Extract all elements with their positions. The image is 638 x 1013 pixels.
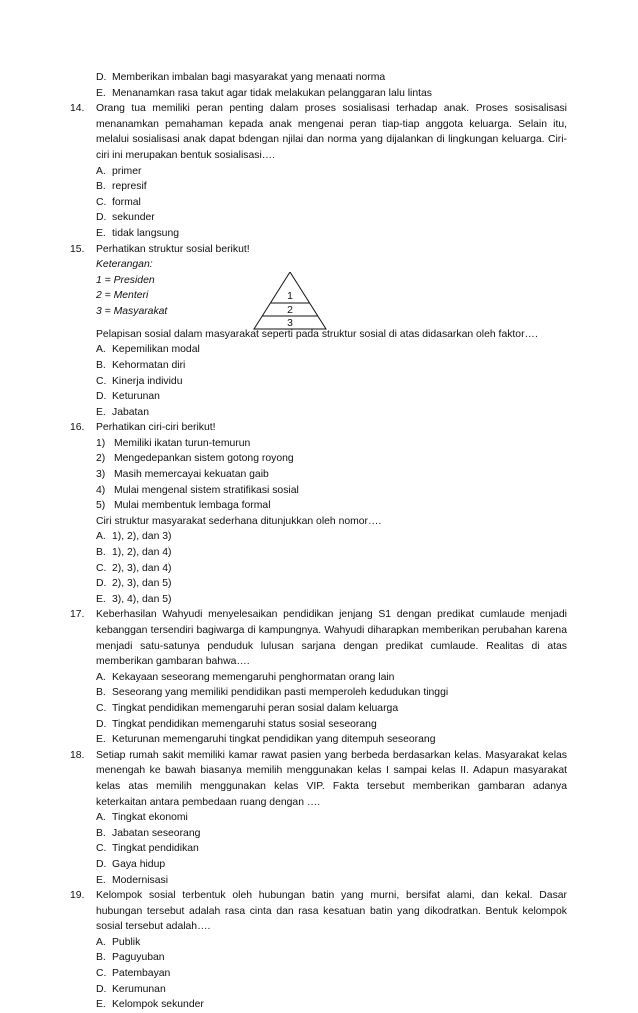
option-text: Kehormatan diri (112, 359, 186, 371)
option (96, 873, 567, 889)
option (96, 545, 567, 561)
option-letter: C. (96, 196, 107, 208)
structure-key: 2 = Menteri (96, 290, 149, 302)
option-letter: B. (96, 181, 106, 193)
pyramid-level-3: 3 (287, 317, 293, 329)
option (96, 405, 567, 421)
option-letter: A. (96, 812, 106, 824)
structure-key: 1 = Presiden (96, 274, 155, 286)
option-text: 2), 3), dan 4) (112, 562, 172, 574)
option-letter: D. (96, 212, 107, 224)
option-text: Keturunan memengaruhi tingkat pendidikan yang ditempuh seseorang (112, 734, 436, 746)
option (96, 592, 567, 608)
option-text: 2), 3), dan 5) (112, 578, 172, 590)
structure-key: 3 = Masyarakat (96, 305, 168, 317)
question-17 (70, 607, 567, 747)
option-letter: D. (96, 578, 107, 590)
option-letter: E. (96, 227, 106, 239)
option (96, 576, 567, 592)
list-item (96, 483, 567, 499)
question-number: 14. (70, 103, 85, 115)
option (96, 529, 567, 545)
list-item (96, 451, 567, 467)
option (96, 685, 567, 701)
option (96, 966, 567, 982)
option-letter: C. (96, 843, 107, 855)
option-text: tidak langsung (112, 227, 180, 239)
item-text: Masih memercayai kekuatan gaib (114, 469, 269, 481)
pyramid-diagram (250, 272, 330, 332)
option-letter: B. (96, 952, 106, 964)
characteristics-list (96, 436, 567, 514)
option (96, 358, 567, 374)
option-letter: A. (96, 936, 106, 948)
option-text: Kekayaan seseorang memengaruhi penghormatan orang lain (112, 671, 395, 683)
item-number: 4) (96, 484, 106, 496)
question-19 (70, 888, 567, 1013)
question-text: Keberhasilan Wahyudi menyelesaikan pendidikan jenjang S1 dengan predikat cumlaude menjadi kebanggan tersendiri bagiwarga di kampungnya. Wahyudi diharapkan memberikan perubahan karena menjadi satu-satunya penduduk lulusan sarjana dengan predikat cumlaude. Realitas di atas memberikan gambaran bahwa…. (96, 609, 567, 668)
option-letter: B. (96, 827, 106, 839)
option-letter: D. (96, 391, 107, 403)
option (96, 342, 567, 358)
option-text: Kerumunan (112, 983, 166, 995)
item-text: Mengedepankan sistem gotong royong (114, 453, 294, 465)
option-letter: C. (96, 702, 107, 714)
option-text: Tingkat pendidikan memengaruhi status sosial seseorang (112, 718, 377, 730)
option (96, 935, 567, 951)
option-text: Paguyuban (112, 952, 165, 964)
question-text: Orang tua memiliki peran penting dalam proses sosialisasi terhadap anak. Proses sosisalisasi menanamkan pemahaman kepada anak mengenai peran tiap-tiap anggota keluarga. Selain itu, melalui sosialisasi anak dapat bdengan njilai dan norma yang dijalankan di lingkungan keluarga. Ciri-ciri ini merupakan bentuk sosialisasi…. (96, 103, 567, 161)
option (96, 70, 567, 86)
option (96, 179, 567, 195)
option (96, 701, 567, 717)
option (96, 950, 567, 966)
option-letter: D. (96, 983, 107, 995)
option (96, 86, 567, 102)
option-letter: D. (96, 72, 107, 83)
question-14 (70, 101, 567, 241)
option-letter: E. (96, 999, 106, 1011)
option (96, 226, 567, 242)
question-number: 18. (70, 749, 85, 761)
option-letter: C. (96, 562, 107, 574)
option (96, 210, 567, 226)
list-item (96, 436, 567, 452)
option-text: Memberikan imbalan bagi masyarakat yang menaati norma (112, 72, 386, 83)
question-18 (70, 748, 567, 888)
option-letter: C. (96, 968, 107, 980)
question-number: 17. (70, 609, 85, 621)
option-letter: D. (96, 718, 107, 730)
question-16 (70, 420, 567, 607)
list-item (96, 467, 567, 483)
option (96, 826, 567, 842)
item-number: 3) (96, 469, 106, 481)
option-letter: E. (96, 734, 106, 746)
option-text: Modernisasi (112, 874, 169, 886)
option (96, 195, 567, 211)
option (96, 164, 567, 180)
option-text: 3), 4), dan 5) (112, 593, 172, 605)
option (96, 561, 567, 577)
option-text: 1), 2), dan 4) (112, 547, 172, 559)
question-number: 15. (70, 243, 85, 255)
option (96, 997, 567, 1013)
option-letter: B. (96, 359, 106, 371)
option-letter: A. (96, 165, 106, 177)
question-text: Kelompok sosial terbentuk oleh hubungan batin yang murni, bersifat alami, dan kekal. Dasar hubungan tersebut adalah rasa cinta dan rasa kesatuan batin yang dikodratkan. Bentuk kelompok sosial tersebut adalah…. (96, 890, 567, 933)
item-number: 1) (96, 437, 106, 449)
pyramid-level-1: 1 (287, 290, 293, 302)
option-letter: B. (96, 687, 106, 699)
option (96, 670, 567, 686)
option-text: Kepemilikan modal (112, 344, 200, 356)
item-text: Mulai membentuk lembaga formal (114, 500, 271, 512)
option (96, 810, 567, 826)
option-text: represif (112, 181, 147, 193)
option-letter: E. (96, 874, 106, 886)
option (96, 857, 567, 873)
option (96, 841, 567, 857)
item-number: 5) (96, 500, 106, 512)
option-letter: A. (96, 671, 106, 683)
item-text: Mulai mengenal sistem stratifikasi sosial (114, 484, 299, 496)
question-text: Perhatikan ciri-ciri berikut! (96, 422, 216, 434)
option (96, 389, 567, 405)
question-stem: Ciri struktur masyarakat sederhana ditunjukkan oleh nomor…. (96, 515, 382, 527)
option-letter: A. (96, 344, 106, 356)
option-text: Seseorang yang memiliki pendidikan pasti memperoleh kedudukan tinggi (112, 687, 449, 699)
option-letter: C. (96, 375, 107, 387)
structure-heading: Keterangan: (96, 259, 153, 271)
option-letter: B. (96, 547, 106, 559)
option-letter: A. (96, 531, 106, 543)
option-letter: E. (96, 87, 106, 99)
option-text: Jabatan seseorang (112, 827, 201, 839)
social-structure (96, 273, 567, 329)
option (96, 982, 567, 998)
option-text: Tingkat pendidikan (112, 843, 199, 855)
item-text: Memiliki ikatan turun-temurun (114, 437, 251, 449)
question-text: Perhatikan struktur sosial berikut! (96, 243, 250, 255)
option-text: Patembayan (112, 968, 171, 980)
option-text: Gaya hidup (112, 858, 166, 870)
question-text: Setiap rumah sakit memiliki kamar rawat pasien yang berbeda berdasarkan kelas. Masyarakat kelas menengah ke bawah biasanya memilih menggunakan kelas I sampai kelas II. Adapun masyarakat kelas atas memilih menggunakan kelas VIP. Fakta tersebut memberikan gambaran adanya keterkaitan antara pembedaan ruang dengan …. (96, 749, 567, 808)
option-text: 1), 2), dan 3) (112, 531, 172, 543)
option-text: Kelompok sekunder (112, 999, 204, 1011)
list-item (96, 498, 567, 514)
question-list (70, 70, 567, 1013)
question-number: 19. (70, 890, 85, 902)
option-letter: E. (96, 406, 106, 418)
option (96, 732, 567, 748)
option-text: Keturunan (112, 391, 160, 403)
option-text: Tingkat pendidikan memengaruhi peran sosial dalam keluarga (112, 702, 399, 714)
pyramid-level-2: 2 (287, 304, 293, 316)
option-text: Publik (112, 936, 141, 948)
option (96, 374, 567, 390)
option-text: Kinerja individu (112, 375, 183, 387)
option-letter: D. (96, 858, 107, 870)
option-text: Jabatan (112, 406, 149, 418)
question-stem: Pelapisan sosial dalam masyarakat seperti pada struktur sosial di atas didasarkan oleh faktor…. (96, 328, 538, 340)
item-number: 2) (96, 453, 106, 465)
option-text: Tingkat ekonomi (112, 812, 188, 824)
option-text: Menanamkan rasa takut agar tidak melakukan pelanggaran lalu lintas (112, 87, 432, 99)
option-text: formal (112, 196, 141, 208)
option-text: sekunder (112, 212, 155, 224)
option-text: primer (112, 165, 142, 177)
option (96, 717, 567, 733)
question-15 (70, 242, 567, 421)
previous-question-options (70, 70, 567, 101)
option-letter: E. (96, 593, 106, 605)
question-number: 16. (70, 422, 85, 434)
